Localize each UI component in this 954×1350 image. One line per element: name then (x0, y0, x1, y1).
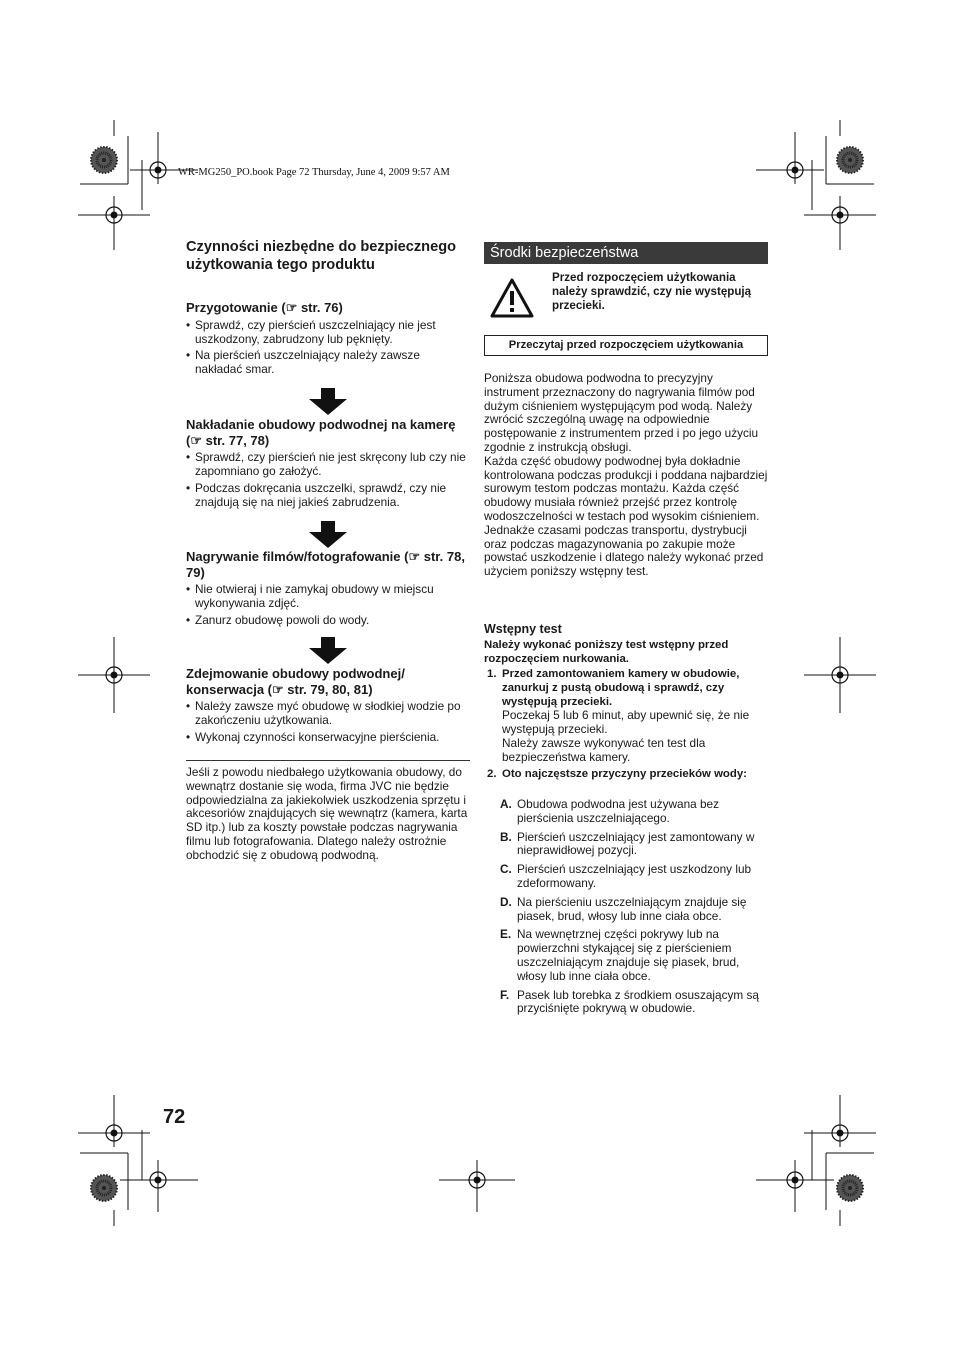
item-number: 2. (487, 768, 497, 780)
list-item: B. Pierścień uszczelniający jest zamontowany w nieprawidłowej pozycji. (500, 829, 755, 858)
intro-text (484, 372, 768, 579)
item-body: Należy zawsze wykonywać ten test dla bezpieczeństwa kamery. (502, 735, 706, 764)
numbered-item (484, 668, 768, 765)
item-body: Poczekaj 5 lub 6 minut, aby upewnić się, że nie występują przecieki. (502, 708, 750, 737)
page-number: 72 (163, 1106, 186, 1128)
page-reference: ☞ str. 79, 80, 81) (272, 681, 373, 697)
page-reference: ☞ str. 78, 79) (186, 549, 465, 580)
page-reference: ☞ str. 77, 78) (190, 432, 270, 448)
item-title: Przed zamontowaniem kamery w obudowie, zanurkuj z pustą obudową i sprawdź, czy występują przecieki. (502, 668, 740, 708)
bullet-item: • Na pierścień uszczelniający należy zawsze nakładać smar. (186, 348, 470, 376)
item-title: Oto najczęstsze przyczyny przecieków wody: (502, 768, 747, 780)
section-title: Czynności niezbędne do bezpiecznego użytkowania tego produktu (186, 239, 457, 273)
down-arrow-icon (309, 637, 347, 664)
list-item: E. Na wewnętrznej części pokrywy lub na powierzchni stykającej się z pierścieniem uszczelniającym znajduje się piasek, brud, włosy lub inne ciała obce. (500, 927, 740, 983)
page-reference: ☞ str. 76) (285, 300, 343, 315)
bullet-item: • Sprawdź, czy pierścień uszczelniający nie jest uszkodzony, zabrudzony lub pęknięty. (186, 318, 470, 346)
step-recording (186, 549, 470, 629)
divider (186, 760, 470, 761)
step-mounting (186, 417, 470, 511)
step-heading: Nagrywanie filmów/fotografowanie (☞ str. 78, 79) (186, 549, 465, 580)
paragraph: Poniższa obudowa podwodna to precyzyjny instrument przeznaczony do nagrywania filmów pod dużym ciśnieniem występującym pod wodą. Należy zwrócić szczególną uwagę na odpowiednie postępowanie z instrumentem przed i po jego użyciu zgodnie z instrukcją obsługi. (484, 371, 759, 454)
warning-text: Przed rozpoczęciem użytkowania należy sprawdzić, czy nie występują przecieki. (552, 271, 752, 312)
step-heading: Nakładanie obudowy podwodnej na kamerę (☞ str. 77, 78) (186, 417, 456, 448)
bullet-item: • Należy zawsze myć obudowę w słodkiej wodzie po zakończeniu użytkowania. (186, 699, 470, 727)
disclaimer-text: Jeśli z powodu niedbałego użytkowania obudowy, do wewnątrz dostanie się woda, firma JVC nie będzie odpowiedzialna za jakiekolwiek uszkodzenia sprzętu i akcesoriów znajdujących się wewnątrz (kamera, karta SD itp.) lub za koszty powstałe podczas nagrywania filmu lub fotografowania. Dlatego należy ostrożnie obchodzić się z obudową podwodną. (186, 765, 468, 862)
bullet-item: • Nie otwieraj i nie zamykaj obudowy w miejscu wykonywania zdjęć. (186, 582, 470, 610)
bullet-item: • Sprawdź, czy pierścień nie jest skręcony lub czy nie zapomniano go założyć. (186, 450, 470, 478)
list-item: A. Obudowa podwodna jest używana bez pierścienia uszczelniającego. (500, 797, 719, 825)
step-preparation (186, 300, 470, 379)
list-item: C. Pierścień uszczelniający jest uszkodzony lub zdeformowany. (500, 862, 752, 890)
down-arrow-icon (309, 388, 347, 415)
test-intro: Należy wykonać poniższy test wstępny przed rozpoczęciem nurkowania. (484, 639, 729, 665)
step-heading: Zdejmowanie obudowy podwodnej/ konserwacja (☞ str. 79, 80, 81) (186, 666, 405, 697)
step-heading: Przygotowanie (☞ str. 76) (186, 300, 343, 315)
leak-causes-list (484, 798, 768, 1021)
list-item: D. Na pierścieniu uszczelniającym znajduje się piasek, brud, włosy lub inne ciała obce. (500, 894, 747, 923)
warning-icon (490, 278, 534, 318)
bullet-item: • Zanurz obudowę powoli do wody. (186, 613, 470, 627)
left-column (186, 238, 470, 862)
print-info-slug: WR-MG250_PO.book Page 72 Thursday, June 4, 2009 9:57 AM (178, 167, 450, 178)
test-heading: Wstępny test (484, 622, 562, 636)
down-arrow-icon (309, 521, 347, 548)
step-removal-maintenance (186, 666, 470, 746)
read-before-use-box: Przeczytaj przed rozpoczęciem użytkowania (484, 335, 768, 356)
bullet-item: • Wykonaj czynności konserwacyjne pierścienia. (186, 730, 470, 744)
paragraph: Każda część obudowy podwodnej była dokładnie kontrolowana podczas produkcji i poddana najbardziej surowym testom podczas montażu. Każda część obudowy musiała również przejść przez kontrolę wodoszczelności w testach pod wysokim ciśnieniem. Jednakże czasami podczas transportu, dystrybucji oraz podczas magazynowania po zakupie może powstać uszkodzenie i dlatego należy wykonać przed użyciem poniższy wstępny test. (484, 453, 768, 579)
bullet-item: • Podczas dokręcania uszczelki, sprawdź, czy nie znajdują się na niej jakieś zabrudzenia. (186, 481, 470, 509)
section-header-bar: Środki bezpieczeństwa (484, 242, 768, 264)
list-item: F. Pasek lub torebka z środkiem osuszającym są przyciśnięte pokrywą w obudowie. (500, 987, 759, 1016)
numbered-item (484, 768, 768, 782)
item-number: 1. (487, 668, 497, 680)
